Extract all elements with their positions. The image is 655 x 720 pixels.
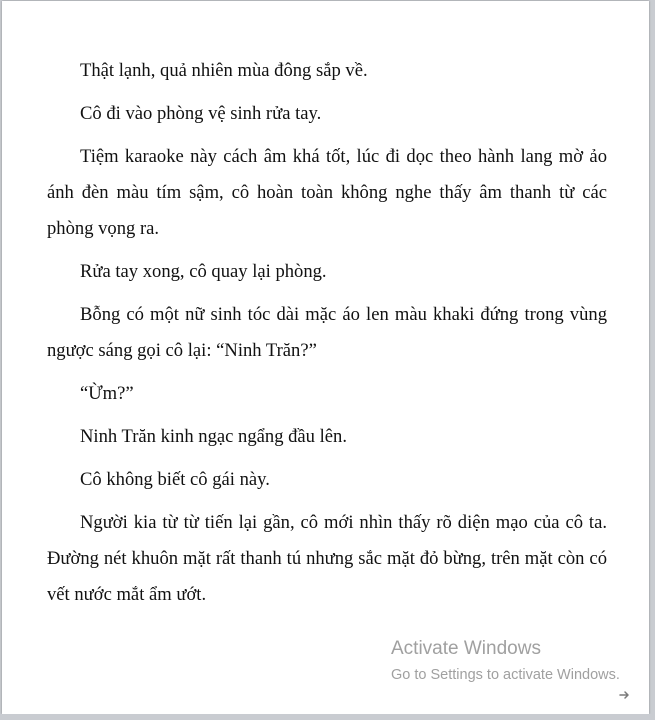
activation-watermark (391, 637, 620, 685)
document-page (2, 1, 649, 714)
watermark-subtitle: Go to Settings to activate Windows. (391, 667, 620, 683)
paragraph-9: Người kia từ từ tiến lại gần, cô mới nhìn thấy rõ diện mạo của cô ta. Đường nét khuôn mặt rất thanh tú nhưng sắc mặt đỏ bừng, trên mặt còn có vết nước mắt ẩm ướt. (47, 512, 607, 605)
paragraph-6: “Ừm?” (80, 383, 134, 404)
paragraph-2: Cô đi vào phòng vệ sinh rửa tay. (80, 103, 322, 124)
paragraph-5: Bỗng có một nữ sinh tóc dài mặc áo len màu khaki đứng trong vùng ngược sáng gọi cô lại: “Ninh Trăn?” (47, 304, 607, 361)
resize-arrow-icon[interactable] (619, 690, 633, 700)
watermark-title: Activate Windows (391, 638, 541, 659)
paragraph-8: Cô không biết cô gái này. (80, 469, 270, 490)
document-body (47, 53, 607, 620)
paragraph-7: Ninh Trăn kinh ngạc ngẩng đầu lên. (80, 426, 347, 447)
paragraph-1: Thật lạnh, quả nhiên mùa đông sắp về. (80, 60, 368, 81)
page-bottom-strip (0, 714, 655, 720)
paragraph-4: Rửa tay xong, cô quay lại phòng. (80, 261, 327, 282)
paragraph-3: Tiệm karaoke này cách âm khá tốt, lúc đi dọc theo hành lang mờ ảo ánh đèn màu tím sậm, cô hoàn toàn không nghe thấy âm thanh từ các phòng vọng ra. (47, 146, 607, 239)
